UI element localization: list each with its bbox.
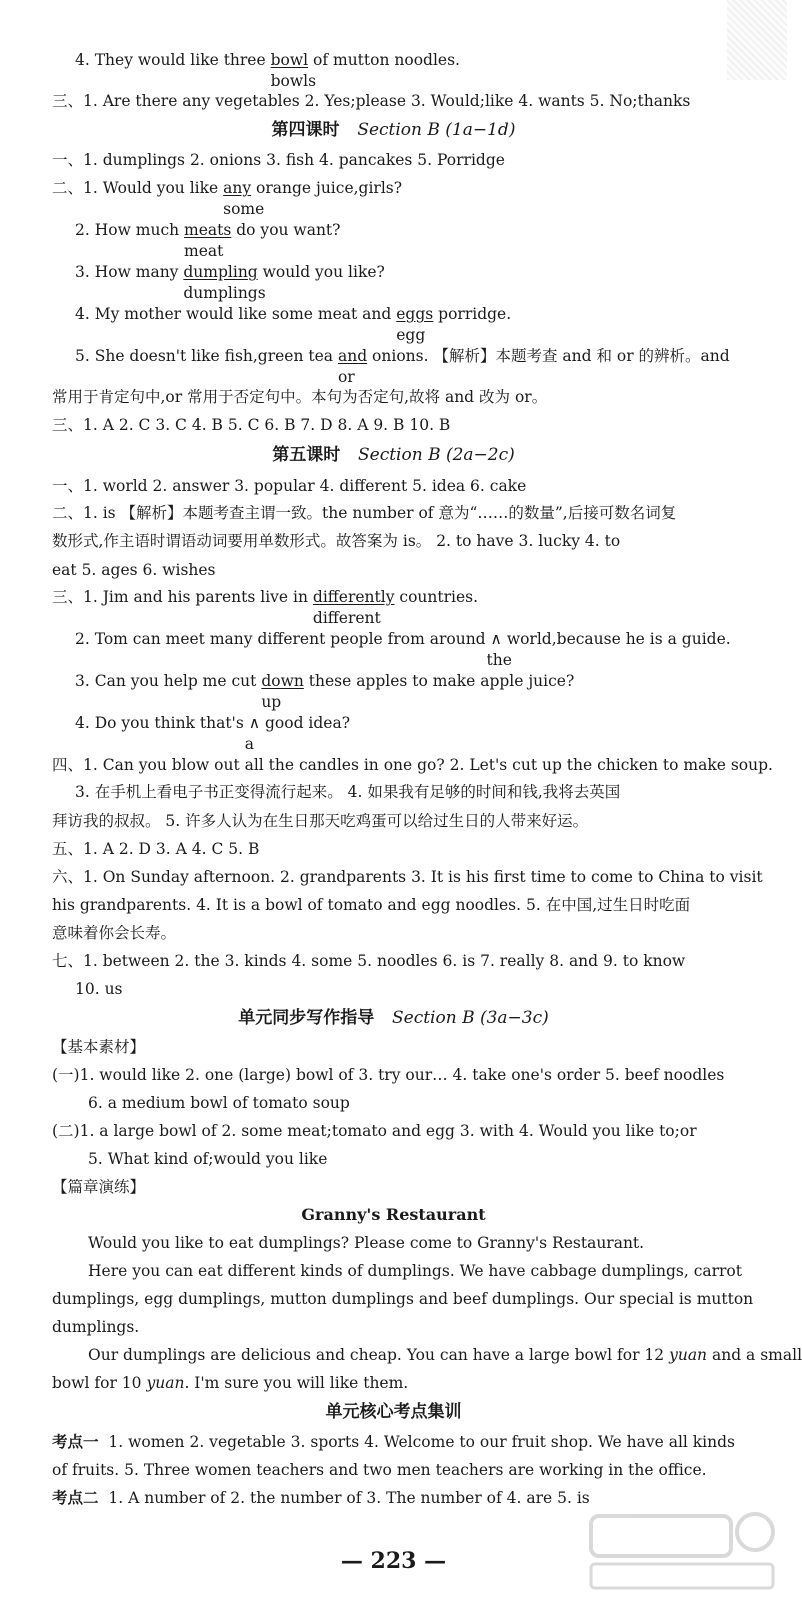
section-title: 第五课时 Section B (2a−2c) [272, 445, 515, 465]
explanation-line: 常用于肯定句中,or 常用于否定句中。本句为否定句,故将 and 改为 or。 [52, 388, 548, 406]
answer-line: 三、1. A 2. C 3. C 4. B 5. C 6. B 7. D 8. A 9. B 10. B [52, 416, 451, 434]
answer-line: 2. Tom can meet many different people from around ∧ the world,because he is a guide. [75, 630, 731, 669]
point-label: 考点一 [52, 1432, 99, 1451]
essay-paragraph: dumplings. [52, 1318, 140, 1336]
answer-line: 一、1. world 2. answer 3. popular 4. different 5. idea 6. cake [52, 477, 527, 495]
answer-line: 考点一 1. women 2. vegetable 3. sports 4. Welcome to our fruit shop. We have all kinds [52, 1432, 735, 1451]
answer-line: 考点二 1. A number of 2. the number of 3. The number of 4. are 5. is [52, 1488, 590, 1507]
answer-line: of fruits. 5. Three women teachers and two men teachers are working in the office. [52, 1461, 707, 1479]
answer-line: his grandparents. 4. It is a bowl of tomato and egg noodles. 5. 在中国,过生日时吃面 [52, 896, 691, 914]
answer-line: 4. Do you think that's ∧ a good idea? [75, 714, 351, 753]
correction: egg [396, 326, 426, 344]
section-title: 第四课时 Section B (1a−1d) [271, 120, 516, 140]
answer-line: 4. They would like three bowl bowls of mutton noodles. [75, 51, 460, 90]
correction: the [486, 651, 512, 669]
answer-line: 数形式,作主语时谓语动词要用单数形式。故答案为 is。 2. to have 3. lucky 4. to [52, 532, 621, 550]
correction: bowls [270, 72, 317, 90]
essay-paragraph: Would you like to eat dumplings? Please come to Granny's Restaurant. [88, 1234, 645, 1252]
caret-mark: ∧ [490, 630, 502, 648]
answer-line: 七、1. between 2. the 3. kinds 4. some 5. noodles 6. is 7. really 8. and 9. to know [52, 952, 686, 970]
correction: dumplings [183, 284, 266, 302]
answer-line: 三、1. Are there any vegetables 2. Yes;please 3. Would;like 4. wants 5. No;thanks [52, 92, 691, 110]
answer-line: 一、1. dumplings 2. onions 3. fish 4. pancakes 5. Porridge [52, 151, 505, 169]
watermark-logo [587, 1510, 777, 1592]
essay-paragraph: Our dumplings are delicious and cheap. You can have a large bowl for 12 yuan and a small [88, 1346, 802, 1364]
answer-line: 5. What kind of;would you like [88, 1150, 328, 1168]
answer-line: (一)1. would like 2. one (large) bowl of 3. try our… 4. take one's order 5. beef noodles [52, 1066, 725, 1084]
correction: or [337, 368, 355, 386]
correction: up [261, 693, 282, 711]
section-title: 单元同步写作指导 Section B (3a−3c) [238, 1008, 549, 1028]
essay-paragraph: bowl for 10 yuan. I'm sure you will like them. [52, 1374, 409, 1392]
answer-line: 六、1. On Sunday afternoon. 2. grandparents 3. It is his first time to come to China to visit [52, 868, 763, 886]
answer-line: 3. Can you help me cut down up these apples to make apple juice? [75, 672, 575, 711]
answer-line: 3. 在手机上看电子书正变得流行起来。 4. 如果我有足够的时间和钱,我将去英国 [75, 783, 621, 801]
essay-title: Granny's Restaurant [301, 1205, 486, 1224]
answer-line: 6. a medium bowl of tomato soup [88, 1094, 350, 1112]
answer-line: 四、1. Can you blow out all the candles in one go? 2. Let's cut up the chicken to make soup. [52, 756, 773, 774]
essay-paragraph: Here you can eat different kinds of dumplings. We have cabbage dumplings, carrot [88, 1262, 742, 1280]
answer-line: 意味着你会长寿。 [52, 924, 177, 942]
answer-line: 5. She doesn't like fish,green tea and or onions. 【解析】本题考查 and 和 or 的辨析。and [75, 347, 730, 386]
answer-line: 二、1. Would you like any some orange juice,girls? [52, 179, 403, 218]
answer-line: 五、1. A 2. D 3. A 4. C 5. B [52, 840, 260, 858]
answer-line: 2. How much meats meat do you want? [75, 221, 341, 260]
point-label: 考点二 [52, 1488, 99, 1507]
answer-line: (二)1. a large bowl of 2. some meat;tomato and egg 3. with 4. Would you like to;or [52, 1122, 697, 1140]
correction: different [312, 609, 381, 627]
answer-line: 三、1. Jim and his parents live in differently different countries. [52, 588, 479, 627]
answer-line: 10. us [75, 980, 123, 998]
subsection-heading: 【篇章演练】 [52, 1178, 146, 1196]
essay-paragraph: dumplings, egg dumplings, mutton dumplings and beef dumplings. Our special is mutton [52, 1290, 754, 1308]
caret-mark: ∧ [248, 714, 261, 732]
correction: a [244, 735, 254, 753]
section-title: 单元核心考点集训 [325, 1402, 462, 1422]
answer-line: 二、1. is 【解析】本题考查主谓一致。the number of 意为“……的数量”,后接可数名词复 [52, 504, 677, 522]
answer-line: 3. How many dumpling dumplings would you like? [75, 263, 385, 302]
answer-line: eat 5. ages 6. wishes [52, 561, 216, 579]
correction: some [223, 200, 265, 218]
page-number: — 223 — [340, 1548, 447, 1574]
answer-line: 4. My mother would like some meat and eggs egg porridge. [75, 305, 512, 344]
answer-line: 拜访我的叔叔。 5. 许多人认为在生日那天吃鸡蛋可以给过生日的人带来好运。 [52, 812, 589, 830]
correction: meat [184, 242, 224, 260]
subsection-heading: 【基本素材】 [52, 1038, 146, 1056]
